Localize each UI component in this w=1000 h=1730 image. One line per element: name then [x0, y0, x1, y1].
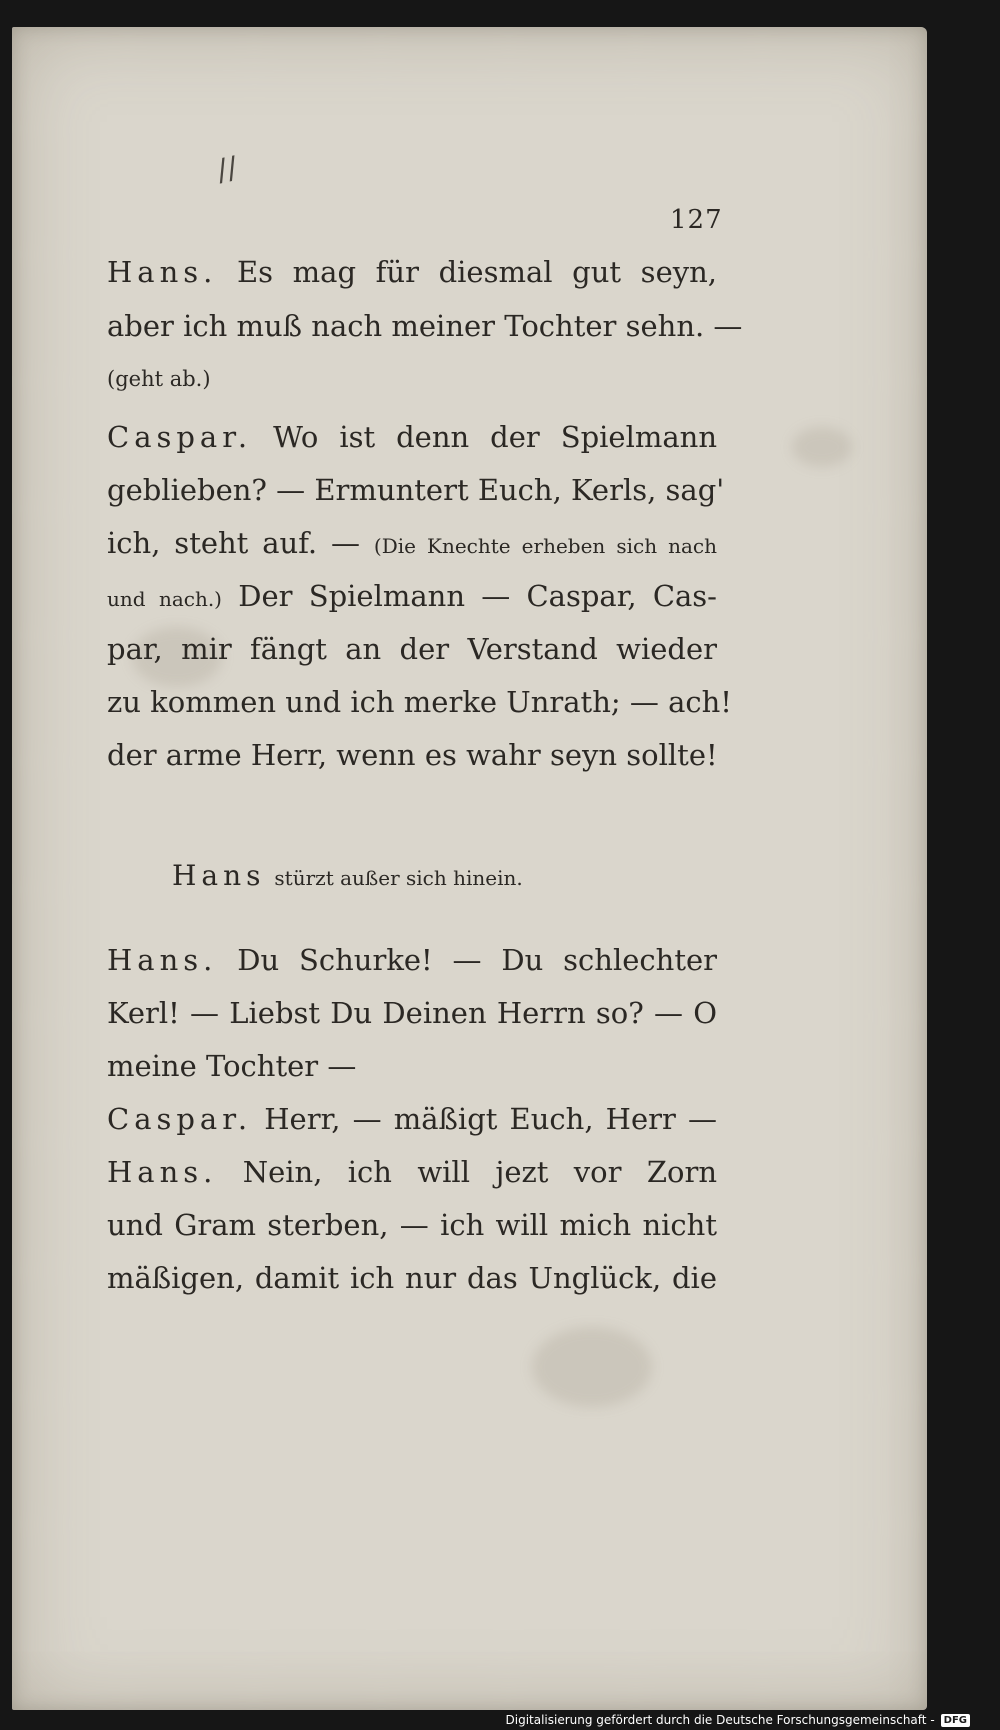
line-text: aber ich muß nach meiner Tochter sehn. —: [107, 309, 743, 343]
speaker-name: Hans.: [107, 943, 218, 977]
speaker-name: Caspar.: [107, 420, 253, 454]
line-text: geblieben? — Ermuntert Euch, Kerls, sag': [107, 473, 725, 507]
line-text: par, mir fängt an der Verstand wieder: [107, 632, 717, 666]
text-line: [107, 419, 717, 455]
text-line: [107, 1101, 717, 1137]
speaker-name: Hans.: [107, 255, 218, 289]
speaker-name: Caspar.: [107, 1102, 253, 1136]
line-text: ich, steht auf. —: [107, 526, 361, 560]
line-text: Herr, — mäßigt Euch, Herr —: [264, 1102, 718, 1136]
line-text: Der Spielmann — Caspar, Cas-: [238, 579, 717, 613]
line-text: zu kommen und ich merke Unrath; — ach!: [107, 685, 732, 719]
line-text: meine Tochter —: [107, 1049, 357, 1083]
scene-heading: [172, 859, 523, 892]
line-text: Es mag für diesmal gut seyn,: [237, 255, 718, 289]
text-line: [107, 1154, 717, 1190]
text-line: [107, 472, 725, 508]
text-line: [107, 578, 717, 617]
stage-direction: (Die Knechte erheben sich nach: [373, 534, 718, 558]
dfg-logo: DFG: [941, 1714, 970, 1727]
paper-stain: [792, 427, 852, 467]
text-line: [107, 525, 717, 564]
text-line: [107, 254, 717, 290]
text-line: [107, 684, 732, 720]
text-line: [107, 737, 717, 773]
page-number: 127: [670, 205, 723, 235]
line-text: Du Schurke! — Du schlechter: [237, 943, 718, 977]
digitization-footer: [506, 1710, 971, 1730]
text-line: [107, 995, 717, 1031]
text-line: [107, 1207, 717, 1243]
text-line: [107, 942, 717, 978]
text-line: [107, 308, 743, 344]
line-text: Nein, ich will jezt vor Zorn: [242, 1155, 717, 1189]
text-line: [107, 1260, 717, 1296]
stage-direction: (geht ab.): [107, 367, 211, 391]
book-page: [12, 27, 927, 1710]
line-text: Kerl! — Liebst Du Deinen Herrn so? — O: [107, 996, 717, 1030]
stage-direction-line: [107, 361, 717, 397]
line-text: mäßigen, damit ich nur das Unglück, die: [107, 1261, 717, 1295]
paper-stain: [532, 1327, 652, 1407]
stage-direction: und nach.): [107, 587, 222, 611]
line-text: und Gram sterben, — ich will mich nicht: [107, 1208, 717, 1242]
stage-direction: stürzt außer sich hinein.: [274, 866, 523, 890]
footer-text: Digitalisierung gefördert durch die Deutsche Forschungsgemeinschaft -: [505, 1713, 935, 1727]
ink-mark: //: [213, 150, 241, 189]
speaker-name: Hans: [172, 859, 266, 892]
line-text: der arme Herr, wenn es wahr seyn sollte!: [107, 738, 718, 772]
line-text: Wo ist denn der Spielmann: [273, 420, 718, 454]
speaker-name: Hans.: [107, 1155, 218, 1189]
text-line: [107, 631, 717, 667]
text-line: [107, 1048, 717, 1084]
